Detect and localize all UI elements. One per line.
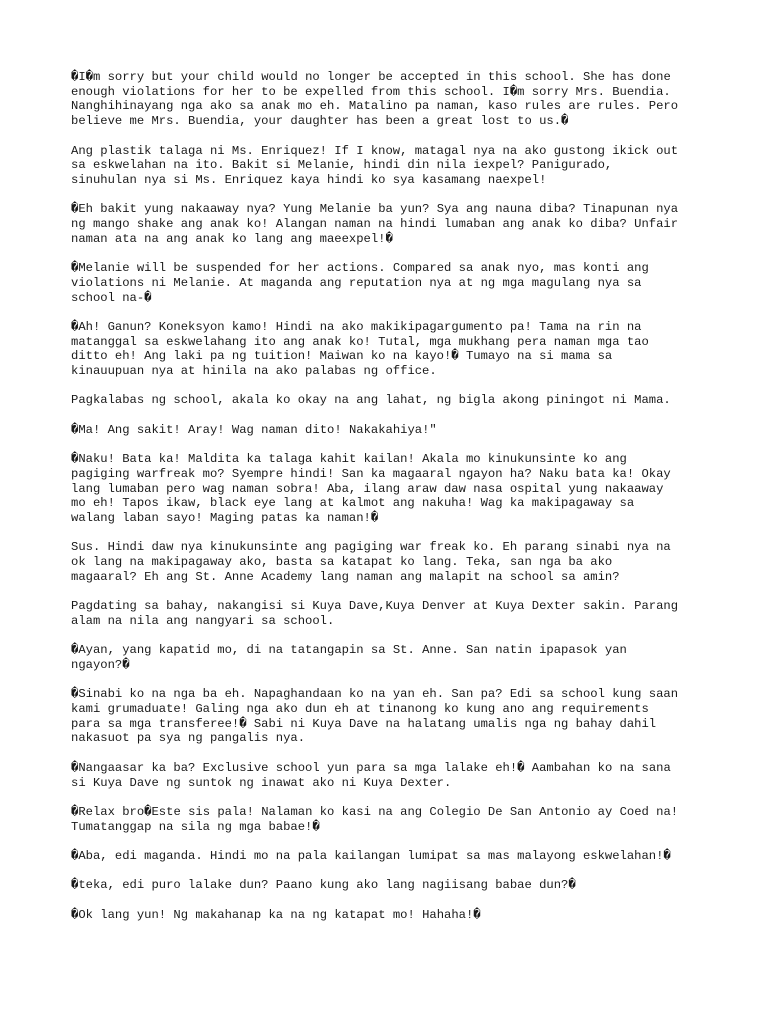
paragraph-3: �Eh bakit yung nakaaway nya? Yung Melanie ba yun? Sya ang nauna diba? Tinapunan nya ng mango shake ang anak ko! Alangan naman na hindi lumaban ang anak ko diba? Unfair naman ata na ang anak ko lang ang maeexpel!� [71, 202, 679, 246]
paragraph-2: Ang plastik talaga ni Ms. Enriquez! If I know, matagal nya na ako gustong ikick out sa eskwelahan na ito. Bakit si Melanie, hindi din nila iexpel? Panigurado, sinuhulan nya si Ms. Enriquez kaya hindi ko sya kasamang naexpel! [71, 143, 679, 187]
paragraph-1: �I�m sorry but your child would no longer be accepted in this school. She has done enough violations for her to be expelled from this school. I�m sorry Mrs. Buendia. Nanghihinayang nga ako sa anak mo eh. Matalino pa naman, kaso rules are rules. Pero believe me Mrs. Buendia, your daughter has been a great lost to us.� [71, 70, 679, 129]
paragraph-7: �Ma! Ang sakit! Aray! Wag naman dito! Nakakahiya!" [71, 422, 437, 437]
paragraph-4: �Melanie will be suspended for her actions. Compared sa anak nyo, mas konti ang violations ni Melanie. At maganda ang reputation nya at ng mga magulang nya sa school na-� [71, 261, 649, 305]
paragraph-6: Pagkalabas ng school, akala ko okay na ang lahat, ng bigla akong piningot ni Mama. [71, 393, 671, 408]
paragraph-5: �Ah! Ganun? Koneksyon kamo! Hindi na ako makikipagargumento pa! Tama na rin na matanggal sa eskwelahang ito ang anak ko! Tutal, mga mukhang pera naman mga tao ditto eh! Ang laki pa ng tuition! Maiwan ko na kayo!� Tumayo na si mama sa kinauupuan nya at hinila na ako palabas ng office. [71, 319, 649, 378]
paragraph-11: �Ayan, yang kapatid mo, di na tatangapin sa St. Anne. San natin ipapasok yan ngayon?� [71, 643, 627, 672]
paragraph-16: �teka, edi puro lalake dun? Paano kung ako lang nagiisang babae dun?� [71, 878, 576, 893]
paragraph-10: Pagdating sa bahay, nakangisi si Kuya Dave,Kuya Denver at Kuya Dexter sakin. Parang alam na nila ang nangyari sa school. [71, 599, 679, 628]
paragraph-8: �Naku! Bata ka! Maldita ka talaga kahit kailan! Akala mo kinukunsinte ko ang pagiging warfreak mo? Syempre hindi! San ka magaaral ngayon ha? Naku bata ka! Okay lang lumaban pero wag naman sobra! Aba, ilang araw daw nasa ospital yung nakaaway mo eh! Tapos ikaw, black eye lang at kalmot ang nakuha! Wag ka makipagaway sa walang laban sayo! Maging patas ka naman!� [71, 452, 671, 525]
paragraph-13: �Nangaasar ka ba? Exclusive school yun para sa mga lalake eh!� Aambahan ko na sana si Kuya Dave ng suntok ng inawat ako ni Kuya Dexter. [71, 760, 671, 790]
paragraph-12: �Sinabi ko na nga ba eh. Napaghandaan ko na yan eh. San pa? Edi sa school kung saan kami grumaduate! Galing nga ako dun eh at tinanong ko kung ano ang requirements para sa mga transferee!� Sabi ni Kuya Dave na halatang umalis nga ng bahay dahil nakasuot pa sya ng pangalis nya. [71, 687, 679, 746]
paragraph-15: �Aba, edi maganda. Hindi mo na pala kailangan lumipat sa mas malayong eskwelahan!� [71, 849, 671, 864]
paragraph-17: �Ok lang yun! Ng makahanap ka na ng katapat mo! Hahaha!� [71, 907, 481, 922]
paragraph-14: �Relax bro�Este sis pala! Nalaman ko kasi na ang Colegio De San Antonio ay Coed na! Tumatanggap na sila ng mga babae!� [71, 804, 679, 834]
paragraph-9: Sus. Hindi daw nya kinukunsinte ang pagiging war freak ko. Eh parang sinabi nya na ok lang na makipagaway ako, basta sa katapat ko lang. Teka, san nga ba ako magaaral? Eh ang St. Anne Academy lang naman ang malapit na school sa amin? [71, 540, 671, 584]
